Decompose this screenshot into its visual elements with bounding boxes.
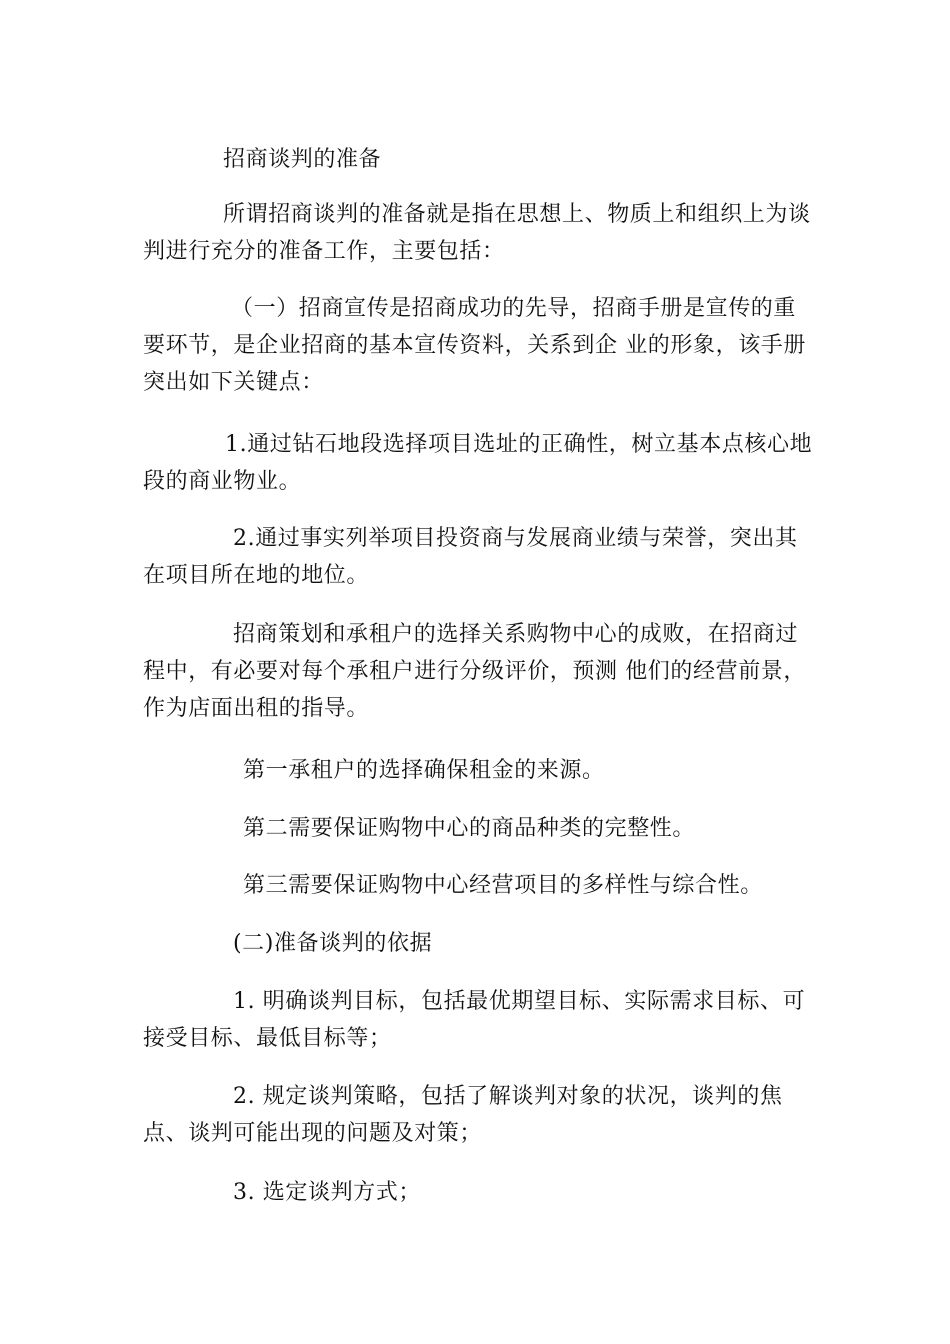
paragraph-item-1: 1.通过钻石地段选择项目选址的正确性，树立基本点核心地段的商业物业。 <box>143 432 813 494</box>
paragraph-third: 第三需要保证购物中心经营项目的多样性与综合性。 <box>243 873 763 898</box>
paragraph-basis-3: 3. 选定谈判方式； <box>233 1180 421 1205</box>
document-title: 招商谈判的准备 <box>223 147 382 172</box>
paragraph-basis-1: 1. 明确谈判目标，包括最优期望目标、实际需求目标、可接受目标、最低目标等； <box>143 989 806 1051</box>
paragraph-section-1: （一）招商宣传是招商成功的先导，招商手册是宣传的重要环节，是企业招商的基本宣传资料，关系到企 业的形象，该手册突出如下关键点： <box>143 296 806 395</box>
paragraph-tenant-selection: 招商策划和承租户的选择关系购物中心的成败，在招商过程中，有必要对每个承租户进行分级评价，预测 他们的经营前景，作为店面出租的指导。 <box>143 622 806 721</box>
paragraph-second: 第二需要保证购物中心的商品种类的完整性。 <box>243 816 696 841</box>
paragraph-section-2: (二)准备谈判的依据 <box>233 931 433 956</box>
paragraph-first: 第一承租户的选择确保租金的来源。 <box>243 758 605 783</box>
paragraph-item-2: 2.通过事实列举项目投资商与发展商业绩与荣誉，突出其在项目所在地的地位。 <box>143 526 798 588</box>
paragraph-intro: 所谓招商谈判的准备就是指在思想上、物质上和组织上为谈判进行充分的准备工作，主要包括： <box>143 202 811 264</box>
paragraph-basis-2: 2. 规定谈判策略，包括了解谈判对象的状况，谈判的焦点、谈判可能出现的问题及对策； <box>143 1084 783 1146</box>
